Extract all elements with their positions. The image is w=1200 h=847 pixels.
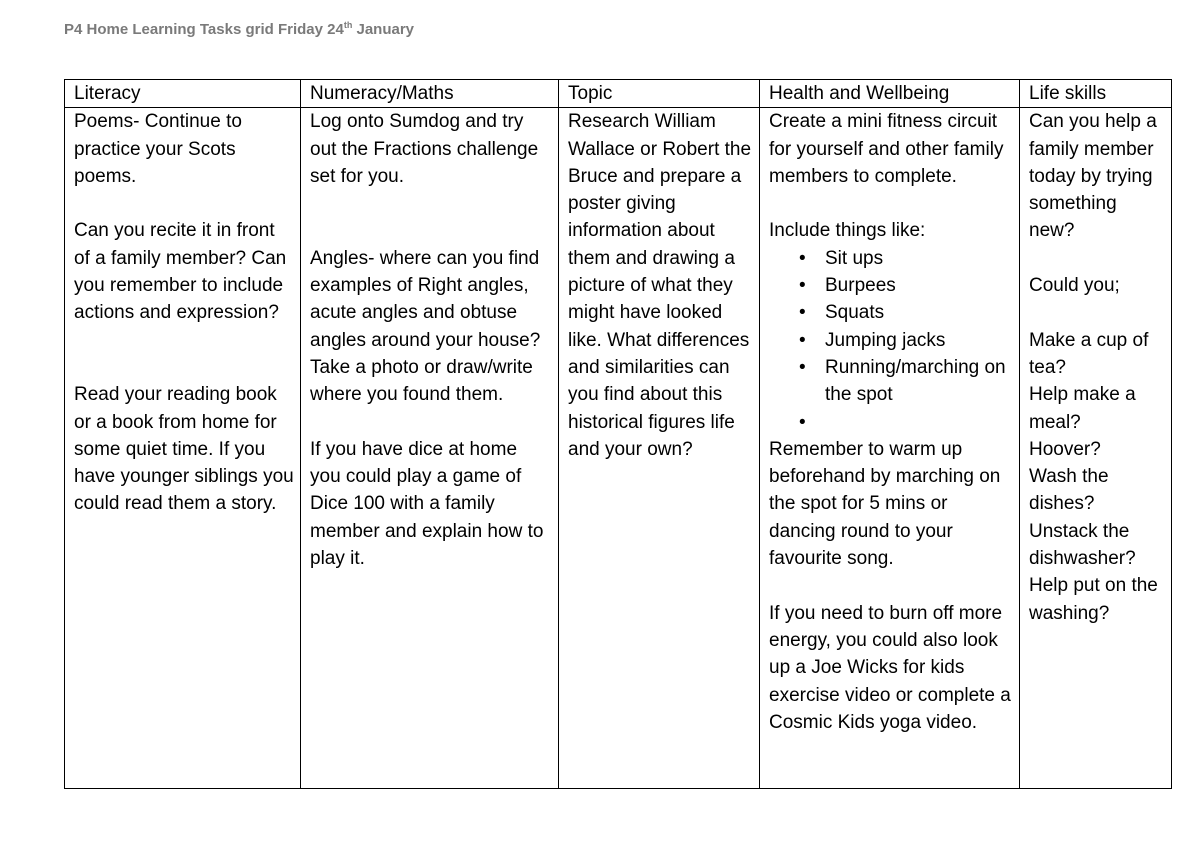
health-wellbeing-cell bbox=[760, 108, 1020, 789]
literacy-reading-task: Read your reading book or a book from home for some quiet time. If you have younger siblings you could read them a story. bbox=[74, 384, 294, 515]
fitness-intro: Create a mini fitness circuit for yourself and other family members to complete. bbox=[769, 111, 1004, 187]
exercise-item: • Burpees bbox=[769, 272, 1013, 299]
exercise-item: • Jumping jacks bbox=[769, 327, 1013, 354]
life-skill-item: Help make a meal? bbox=[1029, 384, 1136, 433]
numeracy-cell bbox=[301, 108, 559, 789]
life-skills-prompt: Could you; bbox=[1029, 275, 1120, 297]
header-row bbox=[65, 80, 1172, 108]
numeracy-angles-task: Angles- where can you find examples of Right angles, acute angles and obtuse angles around your house? Take a photo or draw/write where you found them. bbox=[310, 247, 541, 406]
header-numeracy: Numeracy/Maths bbox=[301, 80, 559, 108]
tasks-row bbox=[65, 108, 1172, 789]
life-skill-item: Make a cup of tea? bbox=[1029, 329, 1149, 378]
learning-tasks-grid bbox=[64, 79, 1172, 789]
literacy-poems-task: Poems- Continue to practice your Scots poems. bbox=[74, 111, 242, 187]
literacy-recite-task: Can you recite it in front of a family member? Can you remember to include actions and expression? bbox=[74, 220, 287, 324]
numeracy-dice-task: If you have dice at home you could play a game of Dice 100 with a family member and explain how to play it. bbox=[310, 438, 544, 570]
numeracy-sumdog-task: Log onto Sumdog and try out the Fractions challenge set for you. bbox=[310, 111, 539, 187]
life-skill-item: Wash the dishes? bbox=[1029, 466, 1109, 515]
bullet-icon: • bbox=[799, 356, 806, 378]
life-skills-cell bbox=[1020, 108, 1172, 789]
exercise-item: • Squats bbox=[769, 299, 1013, 326]
title-text: P4 Home Learning Tasks grid Friday 24 bbox=[64, 21, 344, 38]
title-suffix: January bbox=[352, 21, 415, 38]
literacy-cell bbox=[65, 108, 301, 789]
page-title bbox=[64, 21, 414, 38]
header-health-wellbeing: Health and Wellbeing bbox=[760, 80, 1020, 108]
life-skills-intro: Can you help a family member today by trying something new? bbox=[1029, 111, 1157, 242]
topic-research-task: Research William Wallace or Robert the Bruce and prepare a poster giving information about them and drawing a picture of what they might have looked like. What differences and similarities can you find about this historical figures life and your own? bbox=[568, 111, 752, 460]
fitness-warmup-note: Remember to warm up beforehand by marching on the spot for 5 mins or dancing round to your favourite song. bbox=[769, 438, 1001, 570]
life-skill-item: Unstack the dishwasher? bbox=[1029, 520, 1136, 570]
exercise-item-empty bbox=[769, 409, 1013, 436]
bullet-icon: • bbox=[799, 302, 806, 324]
life-skill-item: Hoover? bbox=[1029, 438, 1101, 460]
title-superscript: th bbox=[343, 20, 353, 30]
header-topic: Topic bbox=[559, 80, 760, 108]
topic-cell bbox=[559, 108, 760, 789]
bullet-icon: • bbox=[799, 247, 806, 269]
bullet-icon: • bbox=[799, 275, 806, 297]
exercise-item: • Sit ups bbox=[769, 245, 1013, 272]
exercise-list bbox=[769, 245, 1013, 436]
bullet-icon: • bbox=[799, 329, 806, 351]
fitness-extra-note: If you need to burn off more energy, you could also look up a Joe Wicks for kids exercise video or complete a Cosmic Kids yoga video. bbox=[769, 602, 1011, 733]
fitness-list-intro: Include things like: bbox=[769, 220, 926, 242]
bullet-icon: • bbox=[799, 411, 806, 433]
life-skill-item: Help put on the washing? bbox=[1029, 575, 1158, 624]
exercise-item: • Running/marching on the spot bbox=[769, 354, 1013, 409]
header-literacy: Literacy bbox=[65, 80, 301, 108]
header-life-skills: Life skills bbox=[1020, 80, 1172, 108]
